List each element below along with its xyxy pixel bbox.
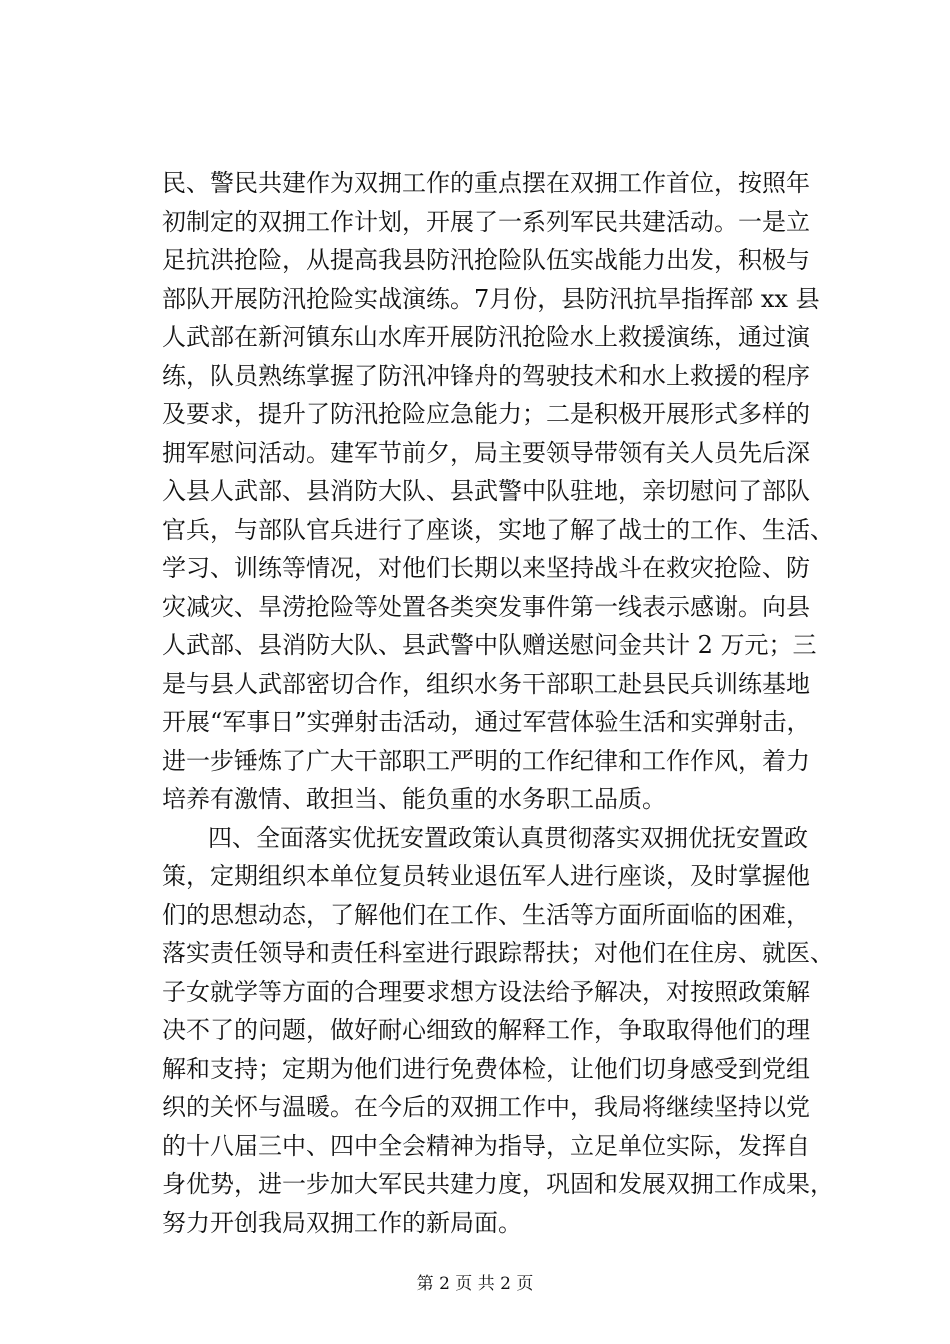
text-line: 是与县人武部密切合作，组织水务干部职工赴县民兵训练基地 — [162, 669, 810, 698]
text-line: 及要求，提升了防汛抢险应急能力；二是积极开展形式多样的 — [162, 400, 810, 428]
text-line: 们的思想动态，了解他们在工作、生活等方面所面临的困难， — [162, 900, 810, 929]
text-line: 足抗洪抢险，从提高我县防汛抢险队伍实战能力出发，积极与 — [162, 246, 810, 274]
text-line: 织的关怀与温暖。在今后的双拥工作中，我局将继续坚持以党 — [162, 1093, 810, 1121]
text-line: 入县人武部、县消防大队、县武警中队驻地，亲切慰问了部队 — [162, 477, 810, 505]
text-line: 部队开展防汛抢险实战演练。7月份，县防汛抗旱指挥部 xx 县 — [162, 284, 820, 313]
page-number-footer: 第 2 页 共 2 页 — [416, 1274, 534, 1294]
text-line: 拥军慰问活动。建军节前夕，局主要领导带领有关人员先后深 — [162, 438, 810, 467]
text-line: 学习、训练等情况，对他们长期以来坚持战斗在救灾抢险、防 — [162, 554, 810, 582]
text-line: 子女就学等方面的合理要求想方设法给予解决，对按照政策解 — [162, 977, 810, 1006]
text-line: 开展“军事日”实弹射击活动，通过军营体验生活和实弹射击， — [162, 708, 811, 736]
section-heading-line: 四、全面落实优抚安置政策认真贯彻落实双拥优抚安置政 — [208, 823, 808, 852]
text-line: 民、警民共建作为双拥工作的重点摆在双拥工作首位，按照年 — [162, 169, 810, 197]
text-line: 培养有激情、敢担当、能负重的水务职工品质。 — [162, 785, 666, 813]
body-text — [162, 164, 834, 1242]
text-line: 灾减灾、旱涝抢险等处置各类突发事件第一线表示感谢。向县 — [162, 592, 810, 621]
text-line: 练，队员熟练掌握了防汛冲锋舟的驾驶技术和水上救援的程序 — [162, 361, 810, 390]
text-line: 解和支持；定期为他们进行免费体检，让他们切身感受到党组 — [162, 1054, 810, 1083]
text-line: 官兵，与部队官兵进行了座谈，实地了解了战士的工作、生活、 — [162, 515, 834, 544]
text-line: 决不了的问题，做好耐心细致的解释工作，争取取得他们的理 — [162, 1016, 810, 1044]
text-line: 进一步锤炼了广大干部职工严明的工作纪律和工作作风，着力 — [162, 746, 810, 775]
text-line: 策，定期组织本单位复员转业退伍军人进行座谈，及时掌握他 — [162, 862, 810, 890]
text-line: 人武部在新河镇东山水库开展防汛抢险水上救援演练，通过演 — [162, 323, 810, 351]
text-line: 的十八届三中、四中全会精神为指导，立足单位实际，发挥自 — [162, 1131, 810, 1160]
text-line: 身优势，进一步加大军民共建力度，巩固和发展双拥工作成果， — [162, 1170, 834, 1198]
text-line: 人武部、县消防大队、县武警中队赠送慰问金共计 2 万元；三 — [162, 631, 817, 659]
text-line: 努力开创我局双拥工作的新局面。 — [162, 1208, 522, 1237]
text-line: 落实责任领导和责任科室进行跟踪帮扶；对他们在住房、就医、 — [162, 939, 834, 967]
text-line: 初制定的双拥工作计划，开展了一系列军民共建活动。一是立 — [162, 207, 810, 236]
